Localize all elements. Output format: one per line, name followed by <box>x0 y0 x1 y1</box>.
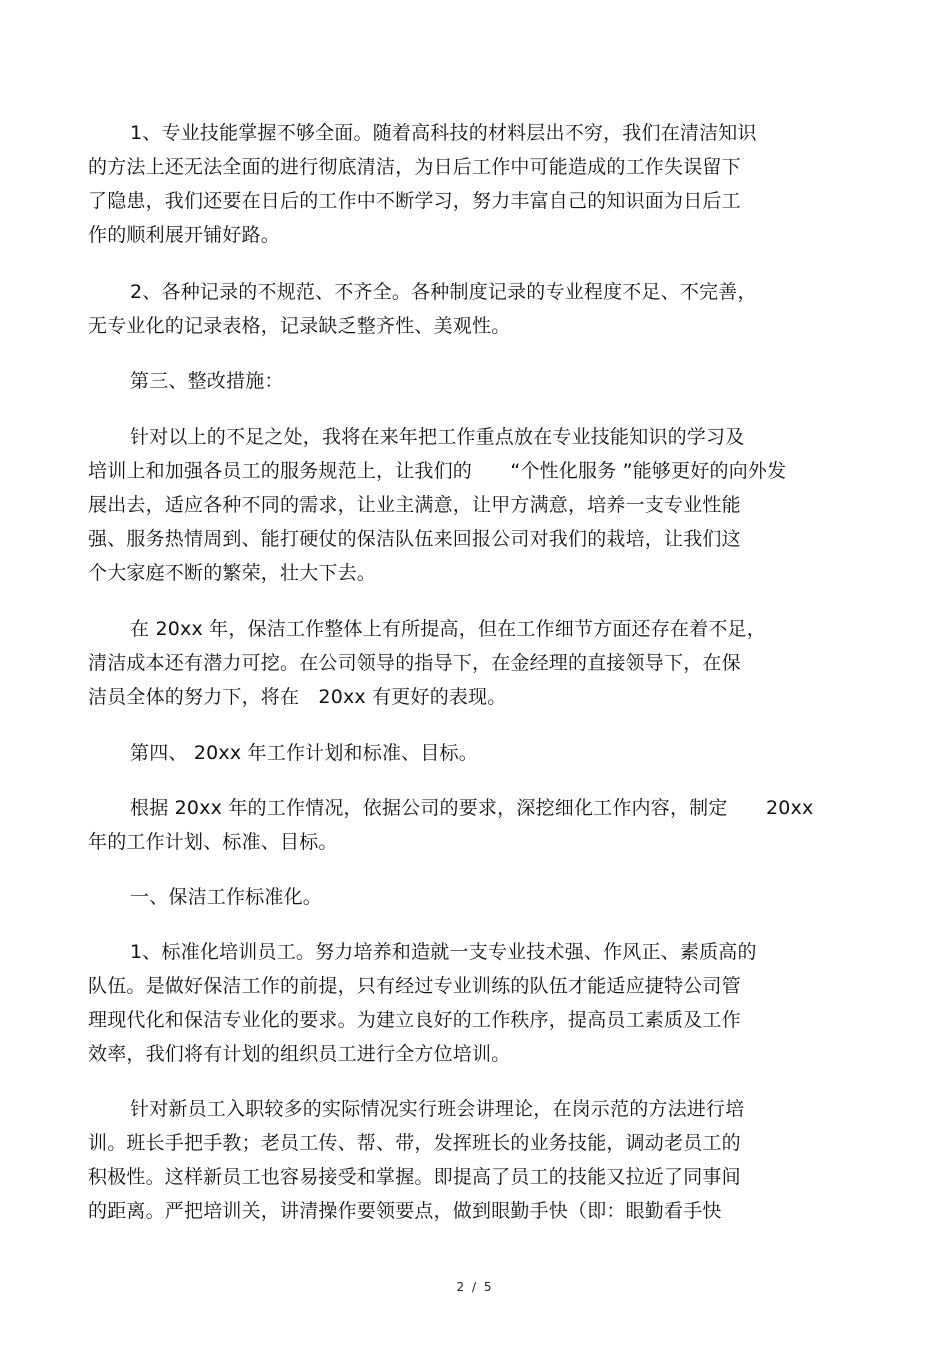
text-line: 训。班长手把手教；老员工传、帮、带，发挥班长的业务技能，调动老员工的 <box>88 1132 741 1154</box>
section-heading: 一、保洁工作标准化。 <box>130 886 323 908</box>
text-line: 强、服务热情周到、能打硬仗的保洁队伍来回报公司对我们的栽培，让我们这 <box>88 528 741 550</box>
section-heading: 第三、整改措施： <box>130 370 284 392</box>
text-line: 1、专业技能掌握不够全面。随着高科技的材料层出不穷，我们在清洁知识 <box>130 122 757 144</box>
text-line: 针对以上的不足之处，我将在来年把工作重点放在专业技能知识的学习及 <box>130 426 745 448</box>
text-line: 展出去，适应各种不同的需求，让业主满意，让甲方满意，培养一支专业性能 <box>88 494 741 516</box>
text-line: 年的工作计划、标准、目标。 <box>88 831 338 853</box>
text-line: 的方法上还无法全面的进行彻底清洁，为日后工作中可能造成的工作失误留下 <box>88 156 741 178</box>
text-line: 无专业化的记录表格，记录缺乏整齐性、美观性。 <box>88 315 511 337</box>
text-line: 的距离。严把培训关，讲清操作要领要点，做到眼勤手快（即：眼勤看手快 <box>88 1200 722 1222</box>
text-line: 根据 20xx 年的工作情况，依据公司的要求，深挖细化工作内容，制定 20xx <box>130 797 814 819</box>
text-line: 积极性。这样新员工也容易接受和掌握。即提高了员工的技能又拉近了同事间 <box>88 1166 741 1188</box>
text-line: 个大家庭不断的繁荣，壮大下去。 <box>88 562 377 584</box>
text-line: 针对新员工入职较多的实际情况实行班会讲理论，在岗示范的方法进行培 <box>130 1098 745 1120</box>
text-line: 2、各种记录的不规范、不齐全。各种制度记录的专业程度不足、不完善， <box>130 281 757 303</box>
page-indicator: 2 / 5 <box>456 1280 494 1294</box>
text-line: 在 20xx 年，保洁工作整体上有所提高，但在工作细节方面还存在着不足， <box>130 618 766 640</box>
text-line: 理现代化和保洁专业化的要求。为建立良好的工作秩序，提高员工素质及工作 <box>88 1009 741 1031</box>
text-line: 1、标准化培训员工。努力培养和造就一支专业技术强、作风正、素质高的 <box>130 941 757 963</box>
text-line: 培训上和加强各员工的服务规范上，让我们的 “个性化服务 ”能够更好的向外发 <box>88 460 787 482</box>
text-line: 作的顺利展开铺好路。 <box>88 224 281 246</box>
text-line: 效率，我们将有计划的组织员工进行全方位培训。 <box>88 1043 511 1065</box>
text-line: 洁员全体的努力下，将在 20xx 有更好的表现。 <box>88 686 507 708</box>
section-heading: 第四、 20xx 年工作计划和标准、目标。 <box>130 742 478 764</box>
text-line: 了隐患，我们还要在日后的工作中不断学习，努力丰富自己的知识面为日后工 <box>88 190 741 212</box>
text-line: 队伍。是做好保洁工作的前提，只有经过专业训练的队伍才能适应捷特公司管 <box>88 975 741 997</box>
text-line: 清洁成本还有潜力可挖。在公司领导的指导下，在金经理的直接领导下，在保 <box>88 652 741 674</box>
